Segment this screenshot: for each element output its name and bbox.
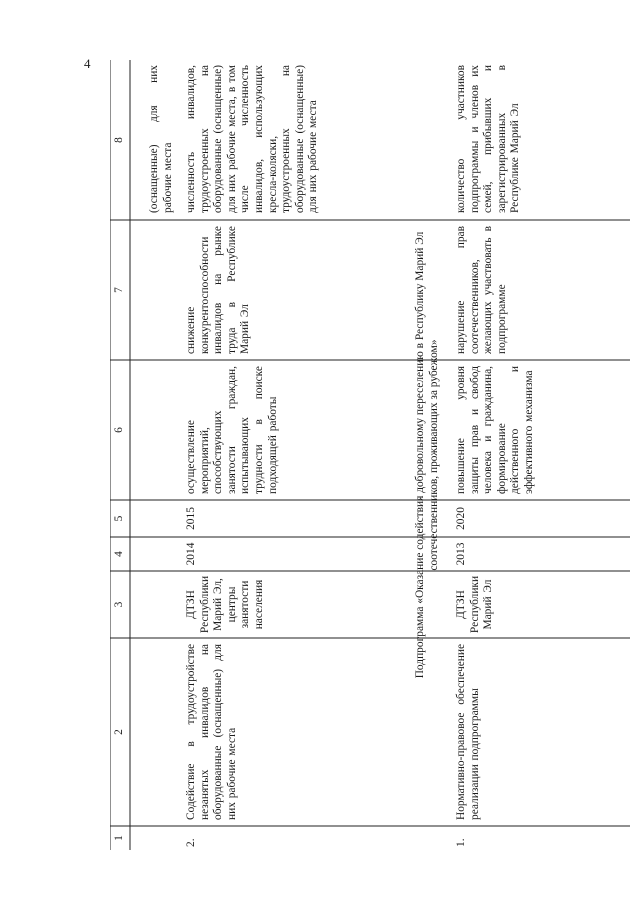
row-1-executor: ДТЗН Республики Марий Эл — [455, 575, 495, 634]
header-col-5: 5 — [113, 515, 125, 522]
header-col-3: 3 — [113, 601, 125, 608]
header-col-8: 8 — [113, 137, 125, 143]
header-col-7: 7 — [113, 287, 125, 293]
header-col-2: 2 — [113, 729, 125, 735]
row-2-consequences: снижение конкурентоспособности инвалидов на рынке труда в Республике Марий Эл — [185, 226, 252, 354]
header-col-6: 6 — [113, 427, 125, 433]
header-col-1: 1 — [113, 835, 125, 841]
row-1-consequences: нарушение прав соотечественников, желающих участвовать в подпрограмме — [455, 226, 508, 354]
row-1-end-year: 2020 — [455, 507, 467, 530]
row-2-executor: ДТЗН Республики Марий Эл, центры занятости населения — [185, 575, 265, 634]
row-1-indicator: количество участников подпрограммы и членов их семей, прибывших и зарегистрированных в Республике Марий Эл — [455, 65, 522, 213]
row-1-number: 1. — [455, 838, 467, 847]
subprogram-title: Подпрограмма «Оказание содействия добровольному переселению в Республику Марий Эл соотечественников, проживающих за рубежом» — [414, 231, 440, 679]
row-2-start-year: 2014 — [185, 542, 197, 566]
row-2-end-year: 2015 — [185, 507, 197, 530]
continuation-text: (оснащенные) для них рабочие места — [148, 65, 174, 213]
rotated-table-sheet — [110, 60, 630, 850]
page-number: 4 — [84, 56, 91, 71]
header-col-4: 4 — [113, 551, 125, 557]
row-2-indicator: численность инвалидов, трудоустроенных на оборудованные (оснащенные) для них рабочие места, в том числе численность инвалидов, использующих кресла-коляски, трудоустроенных на оборудованные (оснащенные) для них рабочие места — [185, 65, 320, 213]
row-2-result: осуществление мероприятий, способствующих занятости граждан, испытывающих трудности в поиске подходящей работы — [185, 366, 279, 494]
row-2-number: 2. — [185, 838, 197, 847]
row-1-start-year: 2013 — [455, 542, 467, 566]
row-2-name: Содействие в трудоустройстве незанятых инвалидов на оборудованные (оснащенные) для них рабочие места — [185, 644, 238, 820]
row-1-name: Нормативно-правовое обеспечение реализации подпрограммы — [455, 644, 481, 820]
row-1-result: повышение уровня защиты прав и свобод человека и гражданина, формирование действенного и эффективного механизма — [455, 366, 535, 494]
